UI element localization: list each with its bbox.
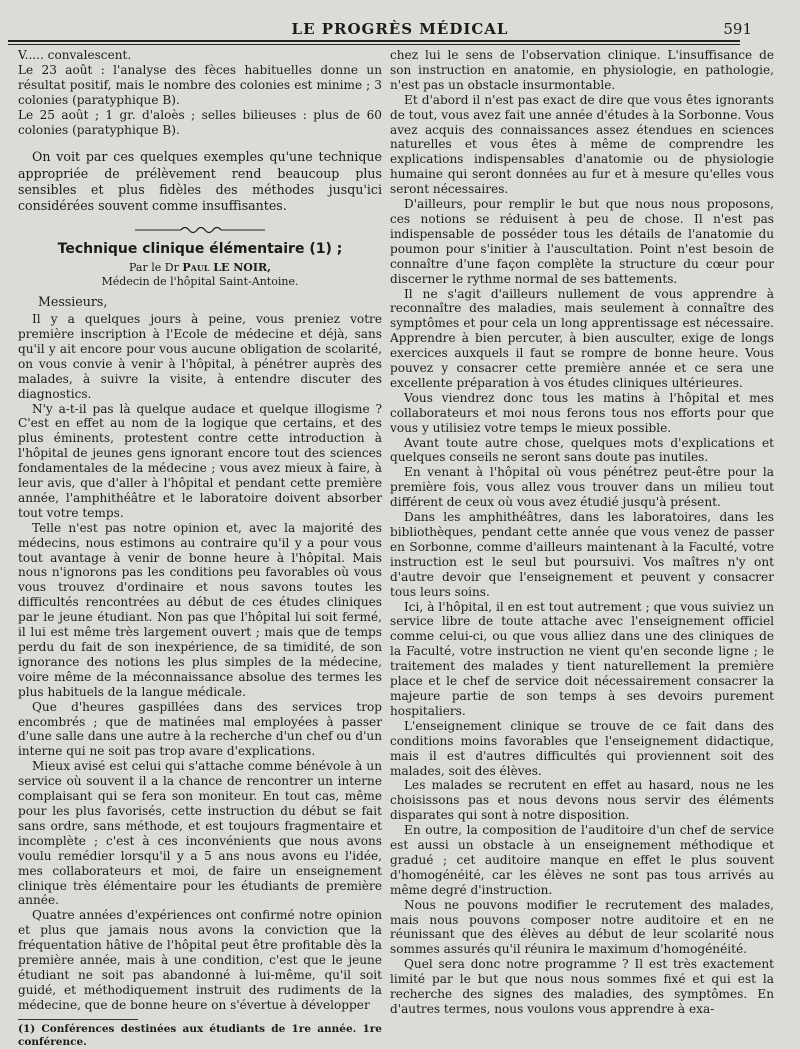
body-paragraph: En venant à l'hôpital où vous pénétrez peut-être pour la première fois, vous allez vous trouver dans un milieu tout différent de ceux où vous avez étudié jusqu'à présent.	[390, 465, 774, 510]
body-paragraph: Quel sera donc notre programme ? Il est très exactement limité par le but que nous nous sommes fixé et qui est la recherche des signes des maladies, des symptômes. En d'autres termes, nous voulons vous apprendre à exa-	[390, 957, 774, 1016]
body-paragraph: Et d'abord il n'est pas exact de dire que vous êtes ignorants de tout, vous avez fait une année d'études à la Sorbonne. Vous avez acquis des connaissances assez étendues en sciences naturelles et vous êtes à même de comprendre les explications indispensables d'anatomie ou de physiologie humaine qui seront données au fur et à mesure qu'elles vous seront nécessaires.	[390, 92, 774, 197]
running-title: LE PROGRÈS MÉDICAL	[291, 20, 509, 38]
body-paragraph: Ici, à l'hôpital, il en est tout autrement ; que vous suiviez un service libre de toute attache avec l'enseignement officiel comme celui-ci, ou que vous alliez dans une des cliniques de la Faculté, votre instruction ne vient qu'en seconde ligne ; le traitement des malades y tient naturellement la première place et le chef de service doit nécessairement consacrer la majeure partie de son temps à ses devoirs purement hospitaliers.	[390, 599, 774, 718]
body-paragraph: Avant toute autre chose, quelques mots d'explications et quelques conseils ne seront sans doute pas inutiles.	[390, 435, 774, 465]
body-paragraph: Il y a quelques jours à peine, vous preniez votre première inscription à l'Ecole de médecine et déjà, sans qu'il y ait encore pour vous aucune obligation de scolarité, on vous convie à venir à l'hôpital, à pénétrer auprès des malades, à suivre la visite, à entendre discuter des diagnostics.	[18, 312, 382, 401]
article-title: Technique clinique élémentaire (1) ;	[57, 241, 343, 258]
header-rule-thin	[8, 44, 740, 45]
header-rule	[8, 40, 740, 42]
page-number: 591	[723, 20, 752, 38]
left-column	[18, 48, 382, 1049]
case-note: Le 23 août : l'analyse des fèces habituelles donne un résultat positif, mais le nombre des colonies est minime ; 3 colonies (paratyphique B).	[18, 62, 382, 107]
body-paragraph: Mieux avisé est celui qui s'attache comme bénévole à un service où souvent il a la chance de rencontrer un interne complaisant qui se fera son moniteur. En tout cas, même pour les plus favorisés, cette instruction du début se fait sans ordre, sans méthode, et est toujours fragmentaire et incomplète ; c'est à ces inconvénients que nous avons voulu remédier lorsqu'il y a 5 ans nous avons eu l'idée, mes collaborateurs et moi, de faire un enseignement clinique très élémentaire pour les étudiants de première année.	[18, 759, 382, 908]
body-paragraph: En outre, la composition de l'auditoire d'un chef de service est aussi un obstacle à un enseignement méthodique et gradué ; cet auditoire manque en effet le plus souvent d'homogénéité, car les élèves ne sont pas tous arrivés au même degré d'instruction.	[390, 823, 774, 897]
case-note: Le 25 août ; 1 gr. d'aloès ; selles bilieuses : plus de 60 colonies (paratyphique B).	[18, 107, 382, 137]
case-note: V..... convalescent.	[18, 48, 132, 62]
footnote: (1) Conférences destinées aux étudiants de 1re année. 1re conférence.	[18, 1022, 382, 1048]
right-column	[390, 48, 774, 1017]
body-paragraph: chez lui le sens de l'observation clinique. L'insuffisance de son instruction en anatomie, en physiologie, en pathologie, n'est pas un obstacle insurmontable.	[390, 48, 774, 92]
case-notes	[18, 48, 382, 137]
author-role: Médecin de l'hôpital Saint-Antoine.	[101, 275, 299, 289]
author-line	[18, 261, 382, 275]
body-paragraph: Vous viendrez donc tous les matins à l'hôpital et mes collaborateurs et moi nous ferons tous nos efforts pour que vous y utilisiez votre temps le mieux possible.	[390, 390, 774, 435]
body-paragraph: Dans les amphithéâtres, dans les laboratoires, dans les bibliothèques, pendant cette année que vous venez de passer en Sorbonne, comme d'ailleurs maintenant à la Faculté, votre instruction est le seul but poursuivi. Vos maîtres n'y ont d'autre devoir que l'enseignement et peuvent y consacrer tous leurs soins.	[390, 510, 774, 599]
footnote-rule	[18, 1019, 138, 1020]
body-paragraph: Que d'heures gaspillées dans des services trop encombrés ; que de matinées mal employées à passer d'une salle dans une autre à la recherche d'un chef ou d'un interne qui ne soit pas trop avare d'explications.	[18, 699, 382, 759]
body-paragraph: N'y a-t-il pas là quelque audace et quelque illogisme ? C'est en effet au nom de la logique que certains, et des plus éminents, protestent contre cette introduction à l'hôpital de jeunes gens ignorant encore tout des sciences fondamentales de la médecine ; vous avez mieux à faire, à leur avis, que d'aller à l'hôpital et pendant cette première année, l'amphithéâtre et le laboratoire doivent absorber tout votre temps.	[18, 401, 382, 520]
body-paragraph: Nous ne pouvons modifier le recrutement des malades, mais nous pouvons composer notre auditoire et en ne réunissant que des élèves au début de leur scolarité nous sommes assurés qu'il réunira le maximum d'homogénéité.	[390, 897, 774, 957]
author-prefix: Par le Dr	[129, 261, 179, 275]
author-name: Paul LE NOIR,	[182, 261, 271, 275]
body-paragraph: Il ne s'agit d'ailleurs nullement de vous apprendre à reconnaître des maladies, mais seulement à connaître des symptômes et pour cela un long apprentissage est nécessaire. Apprendre à bien percuter, à bien ausculter, exige de longs exercices auxquels il faut se rompre de bonne heure. Vous pouvez y consacrer cette première année et ce sera une excellente préparation à vos études cliniques ultérieures.	[390, 286, 774, 390]
section-separator-ornament	[18, 224, 382, 236]
body-paragraph: Telle n'est pas notre opinion et, avec la majorité des médecins, nous estimons au contraire qu'il y a pour vous tout avantage à venir de bonne heure à l'hôpital. Mais nous n'ignorons pas les conditions peu favorables où vous vous trouvez d'ordinaire et nous savons toutes les difficultés rencontrées au début de ces études cliniques par le jeune étudiant. Non pas que l'hôpital lui soit fermé, il lui est même très largement ouvert ; mais que de temps perdu du fait de son inexpérience, de sa timidité, de son ignorance des notions les plus simples de la médecine, voire même de la méconnaissance absolue des termes les plus habituels de la langue médicale.	[18, 520, 382, 699]
body-paragraph: L'enseignement clinique se trouve de ce fait dans des conditions moins favorables que l'enseignement didactique, mais il est d'autres difficultés qui proviennent soit des malades, soit des élèves.	[390, 718, 774, 778]
body-paragraph: Quatre années d'expériences ont confirmé notre opinion et plus que jamais nous avons la conviction que la fréquentation hâtive de l'hôpital peut être profitable dès la première année, mais à une condition, c'est que le jeune étudiant ne soit pas abandonné à lui-même, qu'il soit guidé, et méthodiquement instruit des rudiments de la médecine, que de bonne heure on s'évertue à développer	[18, 908, 382, 1012]
salutation: Messieurs,	[38, 294, 108, 310]
body-paragraph: Les malades se recrutent en effet au hasard, nous ne les choisissons pas et nous devons nous servir des éléments disparates qui sont à notre disposition.	[390, 778, 774, 823]
summary-paragraph: On voit par ces quelques exemples qu'une technique appropriée de prélèvement rend beaucoup plus sensibles et plus fidèles des méthodes jusqu'ici considérées souvent comme insuffisantes.	[18, 149, 382, 214]
body-paragraph: D'ailleurs, pour remplir le but que nous nous proposons, ces notions se réduisent à peu de chose. Il n'est pas indispensable de posséder tous les détails de l'anatomie du poumon pour s'initier à l'auscultation. Point n'est besoin de connaître d'une façon complète la structure du cœur pour discerner le rythme normal de ses battements.	[390, 197, 774, 286]
